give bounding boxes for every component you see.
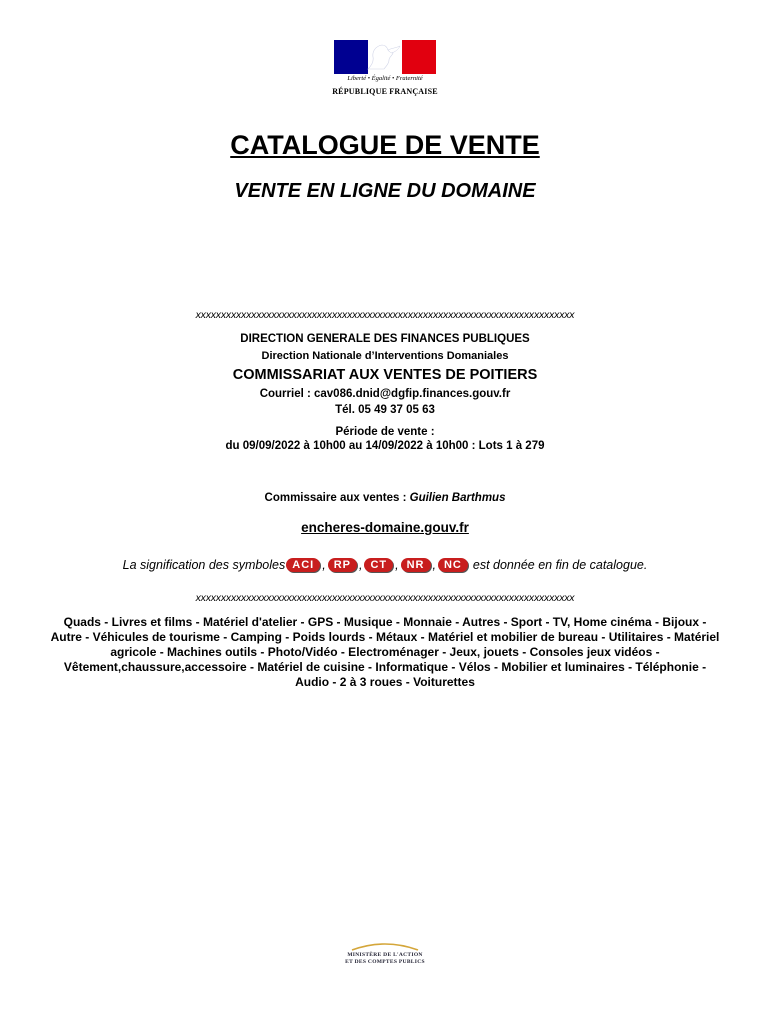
page-subtitle: VENTE EN LIGNE DU DOMAINE (234, 180, 536, 202)
commissaire-name: Guilien Barthmus (409, 492, 506, 504)
badge-ct: CT (364, 558, 393, 572)
badge-rp: RP (328, 558, 357, 572)
motto-text: Liberté • Égalité • Fraternité (347, 75, 423, 82)
marianne-icon (362, 42, 406, 72)
website-link[interactable]: encheres-domaine.gouv.fr (301, 520, 469, 535)
badge-nc: NC (438, 558, 468, 572)
sale-period-value: du 09/09/2022 à 10h00 au 14/09/2022 à 10h00 : Lots 1 à 279 (225, 440, 545, 452)
commissaire-label: Commissaire aux ventes : (264, 492, 407, 504)
symbols-prefix: La signification des symboles (122, 558, 286, 572)
ministry-logo (330, 940, 440, 976)
dnid-text: Direction Nationale d’Interventions Domaniales (261, 350, 509, 362)
categories-list: Quads - Livres et films - Matériel d'atelier - GPS - Musique - Monnaie - Autres - Sport - TV, Home cinéma - Bijoux - Autre - Véhicules de tourisme - Camping - Poids lourds - Métaux - Matériel et mobilier de bureau - Utilitaires - Matériel agricole - Machines outils - Photo/Vidéo - Electroménager - Jeux, jouets - Consoles jeux vidéos - Vêtement,chaussure,accessoire - Matériel de cuisine - Informatique - Vélos - Mobilier et luminaires - Téléphonie - Audio - 2 à 3 roues - Voiturettes (50, 615, 720, 689)
separator-line: xxxxxxxxxxxxxxxxxxxxxxxxxxxxxxxxxxxxxxxxxxxxxxxxxxxxxxxxxxxxxxxxxxxxxxxxxxx (195, 309, 575, 321)
badge-aci: ACI (286, 558, 320, 572)
ministry-line1: MINISTÈRE DE L'ACTION (347, 952, 423, 958)
email-text: Courriel : cav086.dnid@dgfip.finances.gouv.fr (259, 388, 511, 400)
republique-francaise-logo (332, 40, 438, 102)
direction-text: DIRECTION GENERALE DES FINANCES PUBLIQUES (240, 333, 530, 345)
ministry-arc-icon (350, 940, 420, 952)
commissaire-line (0, 492, 770, 504)
symbols-legend: La signification des symboles ACI , RP , CT , NR , NC est donnée en fin de catalogue. (122, 558, 648, 572)
sale-period-label: Période de vente : (335, 426, 435, 438)
ministry-line2: ET DES COMPTES PUBLICS (345, 959, 425, 965)
phone-text: Tél. 05 49 37 05 63 (335, 404, 435, 416)
republique-francaise-text: RÉPUBLIQUE FRANÇAISE (332, 87, 438, 96)
separator-line: xxxxxxxxxxxxxxxxxxxxxxxxxxxxxxxxxxxxxxxxxxxxxxxxxxxxxxxxxxxxxxxxxxxxxxxxxxx (195, 592, 575, 604)
page-title: CATALOGUE DE VENTE (230, 130, 540, 160)
symbols-suffix: est donnée en fin de catalogue. (472, 558, 648, 572)
badge-nr: NR (401, 558, 431, 572)
commissariat-title: COMMISSARIAT AUX VENTES DE POITIERS (232, 367, 538, 383)
